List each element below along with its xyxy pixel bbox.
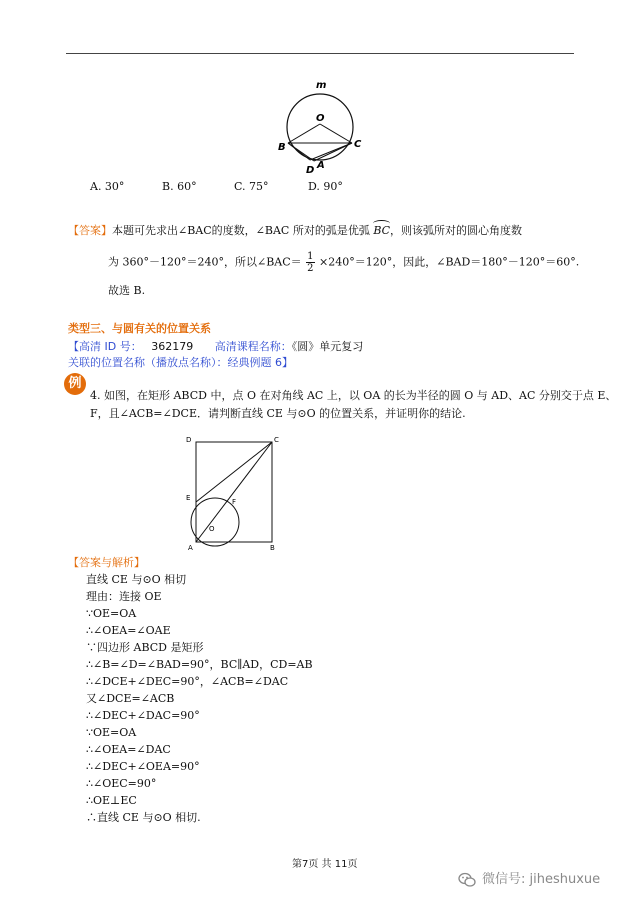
- example-badge: [64, 373, 86, 395]
- chord-ob: [288, 124, 320, 143]
- example-line-1: 4. 如图，在矩形 ABCD 中，点 O 在对角线 AC 上，以 OA 的长为半径的圆 O 与 AD、AC 分别交于点 E、: [90, 389, 617, 402]
- id-label: 【高清 ID 号：: [68, 340, 142, 353]
- option-b: B. 60°: [162, 180, 197, 193]
- answer-tag: 【答案】: [68, 224, 112, 237]
- chord-cd: [310, 143, 352, 160]
- label-a: A: [317, 160, 325, 171]
- section-position-line: [68, 354, 293, 370]
- option-c: C. 75°: [234, 180, 269, 193]
- solution-tag: 【答案与解析】: [68, 556, 145, 569]
- answer-line-2: [108, 251, 579, 274]
- option-a: A. 30°: [90, 180, 125, 193]
- example-line-2: F，且∠ACB=∠DCE．请判断直线 CE 与⊙O 的位置关系，并证明你的结论.: [90, 407, 466, 420]
- solution-line: ∵OE=OA: [86, 607, 137, 620]
- position-value: 经典例题 6】: [227, 356, 293, 369]
- answer-text-2a: 为 360°－120°＝240°，所以∠BAC＝: [108, 255, 302, 269]
- label-d: D: [306, 165, 315, 176]
- label-f: F: [232, 498, 237, 506]
- arc-label: BC: [373, 224, 391, 237]
- solution-line: 理由：连接 OE: [86, 590, 162, 603]
- chord-bd: [288, 143, 310, 160]
- answer-text-1b: ，则该弧所对的圆心角度数: [390, 224, 523, 237]
- label-b: B: [278, 142, 286, 153]
- solution-line: ∴直线 CE 与⊙O 相切.: [86, 811, 201, 824]
- section-id-line: [68, 338, 363, 354]
- figure-circle-bac: [276, 74, 366, 180]
- position-label: 关联的位置名称（播放点名称）：: [68, 356, 228, 369]
- header-rule: [66, 53, 574, 54]
- page-number: 第7页 共 11页: [292, 859, 358, 870]
- solution-line: 又∠DCE=∠ACB: [86, 692, 175, 705]
- label-a: A: [188, 544, 193, 552]
- label-e: E: [186, 494, 191, 502]
- diagonal-ac: [196, 442, 272, 542]
- section-title: 类型三、与圆有关的位置关系: [68, 322, 211, 335]
- wechat-id: 微信号: jiheshuxue: [482, 872, 601, 887]
- solution-line: ∴∠DEC+∠OEA=90°: [86, 760, 200, 773]
- solution-line: ∴∠DEC+∠DAC=90°: [86, 709, 200, 722]
- label-b: B: [270, 544, 275, 552]
- label-c: C: [274, 436, 279, 444]
- label-o: O: [316, 113, 325, 124]
- fraction-den: 2: [307, 263, 314, 274]
- course-value[interactable]: 《圆》单元复习: [291, 340, 364, 353]
- fraction-num: 1: [307, 251, 314, 262]
- fraction-half: [306, 251, 314, 274]
- solution-line: ∴∠OEA=∠DAC: [86, 743, 171, 756]
- label-m: m: [316, 80, 327, 91]
- arc-bc: [373, 221, 390, 237]
- answer-line-1: [68, 221, 522, 238]
- figure-rectangle-abcd: [184, 434, 288, 556]
- solution-line: ∵四边形 ABCD 是矩形: [86, 641, 204, 654]
- label-d: D: [186, 436, 192, 444]
- answer-text-1: 本题可先求出∠BAC的度数，∠BAC 所对的弧是优弧: [112, 224, 370, 237]
- wechat-icon: [458, 872, 476, 888]
- chord-oc: [320, 124, 352, 143]
- solution-line: ∴∠OEC=90°: [86, 777, 157, 790]
- solution-line: ∵OE=OA: [86, 726, 137, 739]
- id-value: 362179: [151, 340, 194, 353]
- label-o: O: [209, 525, 215, 533]
- solution-line: ∴∠DCE+∠DEC=90°，∠ACB=∠DAC: [86, 675, 289, 688]
- line-ce: [196, 442, 272, 502]
- solution-line: ∴∠OEA=∠OAE: [86, 624, 171, 637]
- solution-lines: [86, 571, 313, 826]
- example-badge-text: 例: [68, 376, 82, 391]
- label-c: C: [354, 139, 362, 150]
- solution-line: ∴OE⊥EC: [86, 794, 137, 807]
- option-d: D. 90°: [308, 180, 343, 193]
- solution-line: ∴∠B=∠D=∠BAD=90°，BC∥AD，CD=AB: [86, 658, 313, 671]
- wechat-watermark: [458, 868, 600, 888]
- course-label: 高清课程名称：: [214, 340, 292, 353]
- answer-text-2b: ×240°＝120°，因此，∠BAD＝180°－120°＝60°.: [319, 255, 580, 269]
- answer-line-3: 故选 B.: [108, 284, 146, 297]
- solution-line: 直线 CE 与⊙O 相切: [86, 573, 187, 586]
- arc-mark: [373, 220, 390, 227]
